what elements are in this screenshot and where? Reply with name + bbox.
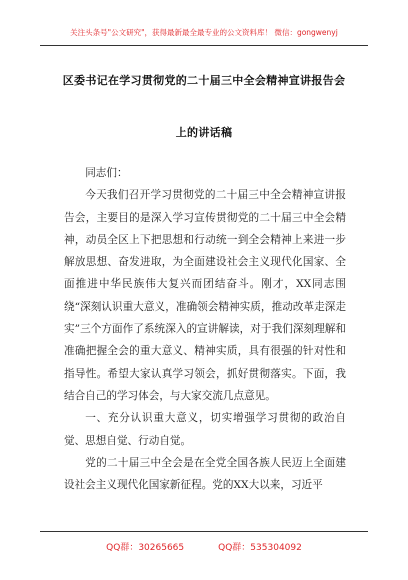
- document-title-line-2: 上的讲话稿: [175, 126, 233, 139]
- document-title-line-1: 区委书记在学习贯彻党的二十届三中全会精神宣讲报告会: [62, 74, 346, 87]
- footer-qq-group-1: QQ群：30265665: [106, 543, 185, 553]
- footer-divider: [40, 531, 368, 532]
- salutation: 同志们：: [85, 167, 128, 179]
- header-divider: [40, 45, 368, 46]
- document-body: [64, 162, 346, 496]
- paragraph-1: 今天我们召开学习贯彻党的二十届三中全会精神宣讲报告会，主要目的是深入学习宣传贯彻党的二十届三中全会精神，动员全区上下把思想和行动统一到全会精神上来进一步解放思想、奋发进取，为全面建设社会主义现代化国家、全面推进中华民族伟大复兴而团结奋斗。刚才，XX同志围绕“深刻认识重大意义，准确领会精神实质，推动改革走深走实”三个方面作了系统深入的宣讲解读，对于我们深刻理解和准确把握全会的重大意义、精神实质，具有很强的针对性和指导性。希望大家认真学习领会，抓好贯彻落实。下面，我结合自己的学习体会，与大家交流几点意见。: [64, 189, 346, 402]
- header-banner: 关注头条号"公文研究"，获得最新最全最专业的公文资料库！ 微信：gongwenyj: [70, 28, 338, 37]
- paragraph-2: 一、充分认识重大意义，切实增强学习贯彻的政治自觉、思想自觉、行动自觉。: [64, 412, 346, 447]
- paragraph-3: 党的二十届三中全会是在全党全国各族人民迈上全面建设社会主义现代化国家新征程。党的XX大以来，习近平: [64, 456, 346, 492]
- footer-qq-group-2: QQ群：535304092: [218, 543, 302, 553]
- footer: [40, 540, 368, 553]
